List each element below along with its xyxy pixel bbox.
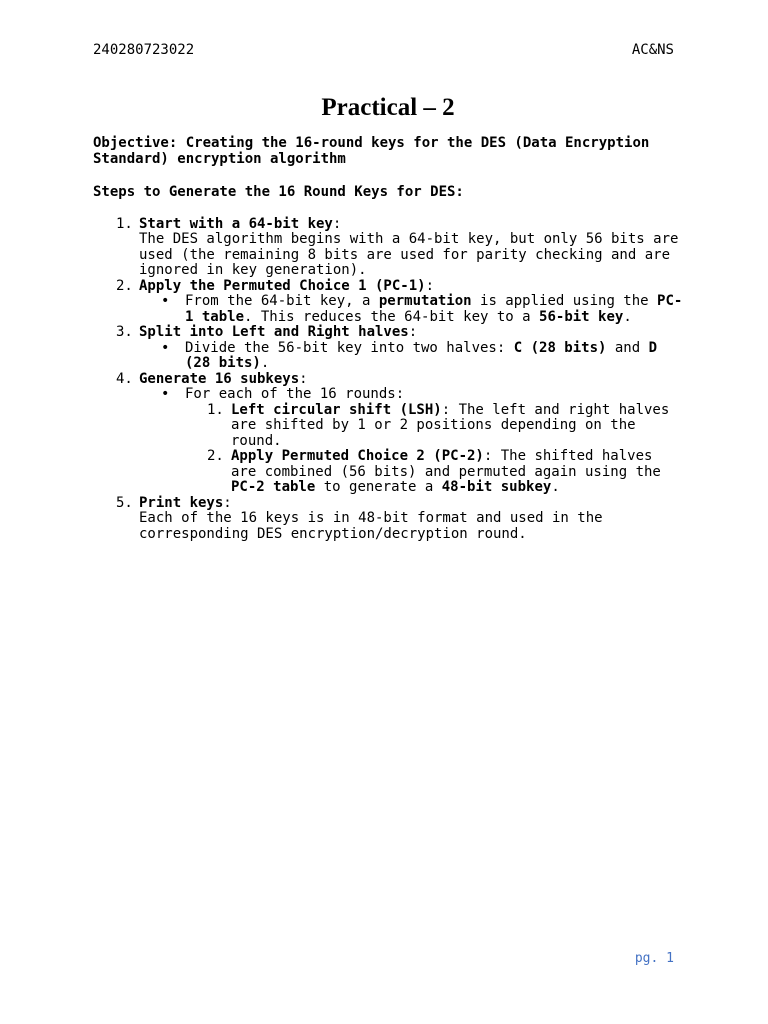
step-description: The DES algorithm begins with a 64-bit key, but only 56 bits are used (the remaining 8 bits are used for parity checking and are ignored in key generation). (139, 231, 679, 278)
step-colon: : (299, 370, 308, 387)
step-title: Print keys (139, 494, 224, 511)
page-number: pg. 1 (634, 951, 674, 966)
sub-step-item-1 (185, 403, 683, 450)
steps-list (93, 217, 683, 543)
sub-step-title: Apply Permuted Choice 2 (PC-2) (231, 448, 484, 464)
sub-step-item-2 (185, 449, 683, 496)
step-number: 4. (116, 370, 133, 387)
step-number: 2. (116, 277, 133, 294)
bullet-text: . (260, 355, 270, 371)
sub-step-title: Left circular shift (LSH) (231, 401, 442, 418)
step-title: Apply the Permuted Choice 1 (PC-1) (139, 277, 426, 294)
bullet-list (139, 341, 683, 372)
bullet-icon: • (161, 293, 170, 309)
bullet-text: Divide the 56-bit key into two halves: (185, 339, 514, 356)
sub-step-text: to generate a (315, 479, 442, 495)
bullet-text: For each of the 16 rounds: (185, 386, 405, 402)
step-number: 3. (116, 324, 133, 340)
bullet-text: and (606, 339, 649, 356)
sub-step-bold-text: PC-2 table (231, 479, 316, 495)
bullet-item (139, 294, 683, 325)
sub-step-text: . (551, 479, 560, 495)
step-colon: : (408, 324, 418, 340)
bullet-icon: • (161, 386, 170, 402)
step-number: 1. (116, 215, 133, 232)
bullet-icon: • (161, 339, 170, 356)
sub-step-list (185, 403, 683, 496)
header-course: AC&NS (631, 42, 674, 58)
bullet-list (139, 387, 683, 496)
steps-heading: Steps to Generate the 16 Round Keys for DES: (93, 184, 464, 200)
bullet-bold-text: 56-bit key (539, 308, 624, 325)
bullet-text: . (623, 308, 632, 325)
step-title: Generate 16 subkeys (139, 370, 300, 387)
bullet-bold-text: permutation (378, 293, 472, 309)
step-item-5 (93, 496, 683, 543)
bullet-bold-text: PC-1 table (185, 293, 683, 325)
bullet-text: is applied using the (471, 293, 658, 309)
step-number: 5. (116, 494, 133, 511)
page-title: Practical – 2 (321, 94, 455, 121)
sub-step-number: 1. (207, 401, 224, 418)
bullet-text: From the 64-bit key, a (185, 293, 379, 309)
bullet-list (139, 294, 683, 325)
bullet-bold-text: C (28 bits) (513, 339, 607, 356)
step-colon: : (332, 215, 342, 232)
step-title: Start with a 64-bit key (139, 215, 333, 232)
step-item-1 (93, 217, 683, 279)
step-item-3 (93, 325, 683, 372)
header-student-id: 240280723022 (93, 42, 195, 58)
step-item-4 (93, 372, 683, 496)
sub-step-bold-text: 48-bit subkey (441, 479, 552, 495)
bullet-item (139, 387, 683, 496)
step-item-2 (93, 279, 683, 326)
sub-step-number: 2. (207, 448, 224, 464)
sub-step-text: : The shifted halves are combined (56 bits) and permuted again using the (231, 448, 661, 480)
bullet-text: . This reduces the 64-bit key to a (244, 308, 540, 325)
step-colon: : (425, 277, 435, 294)
bullet-item (139, 341, 683, 372)
step-title: Split into Left and Right halves (139, 324, 409, 340)
step-description: Each of the 16 keys is in 48-bit format and used in the corresponding DES encryption/decryption round. (139, 510, 603, 542)
objective-text: Objective: Creating the 16-round keys for the DES (Data Encryption Standard) encryption algorithm (93, 135, 650, 167)
bullet-bold-text: D (28 bits) (185, 339, 658, 371)
document-body (93, 94, 683, 542)
sub-step-text: : The left and right halves are shifted by 1 or 2 positions depending on the round. (231, 401, 670, 449)
step-colon: : (223, 494, 232, 511)
